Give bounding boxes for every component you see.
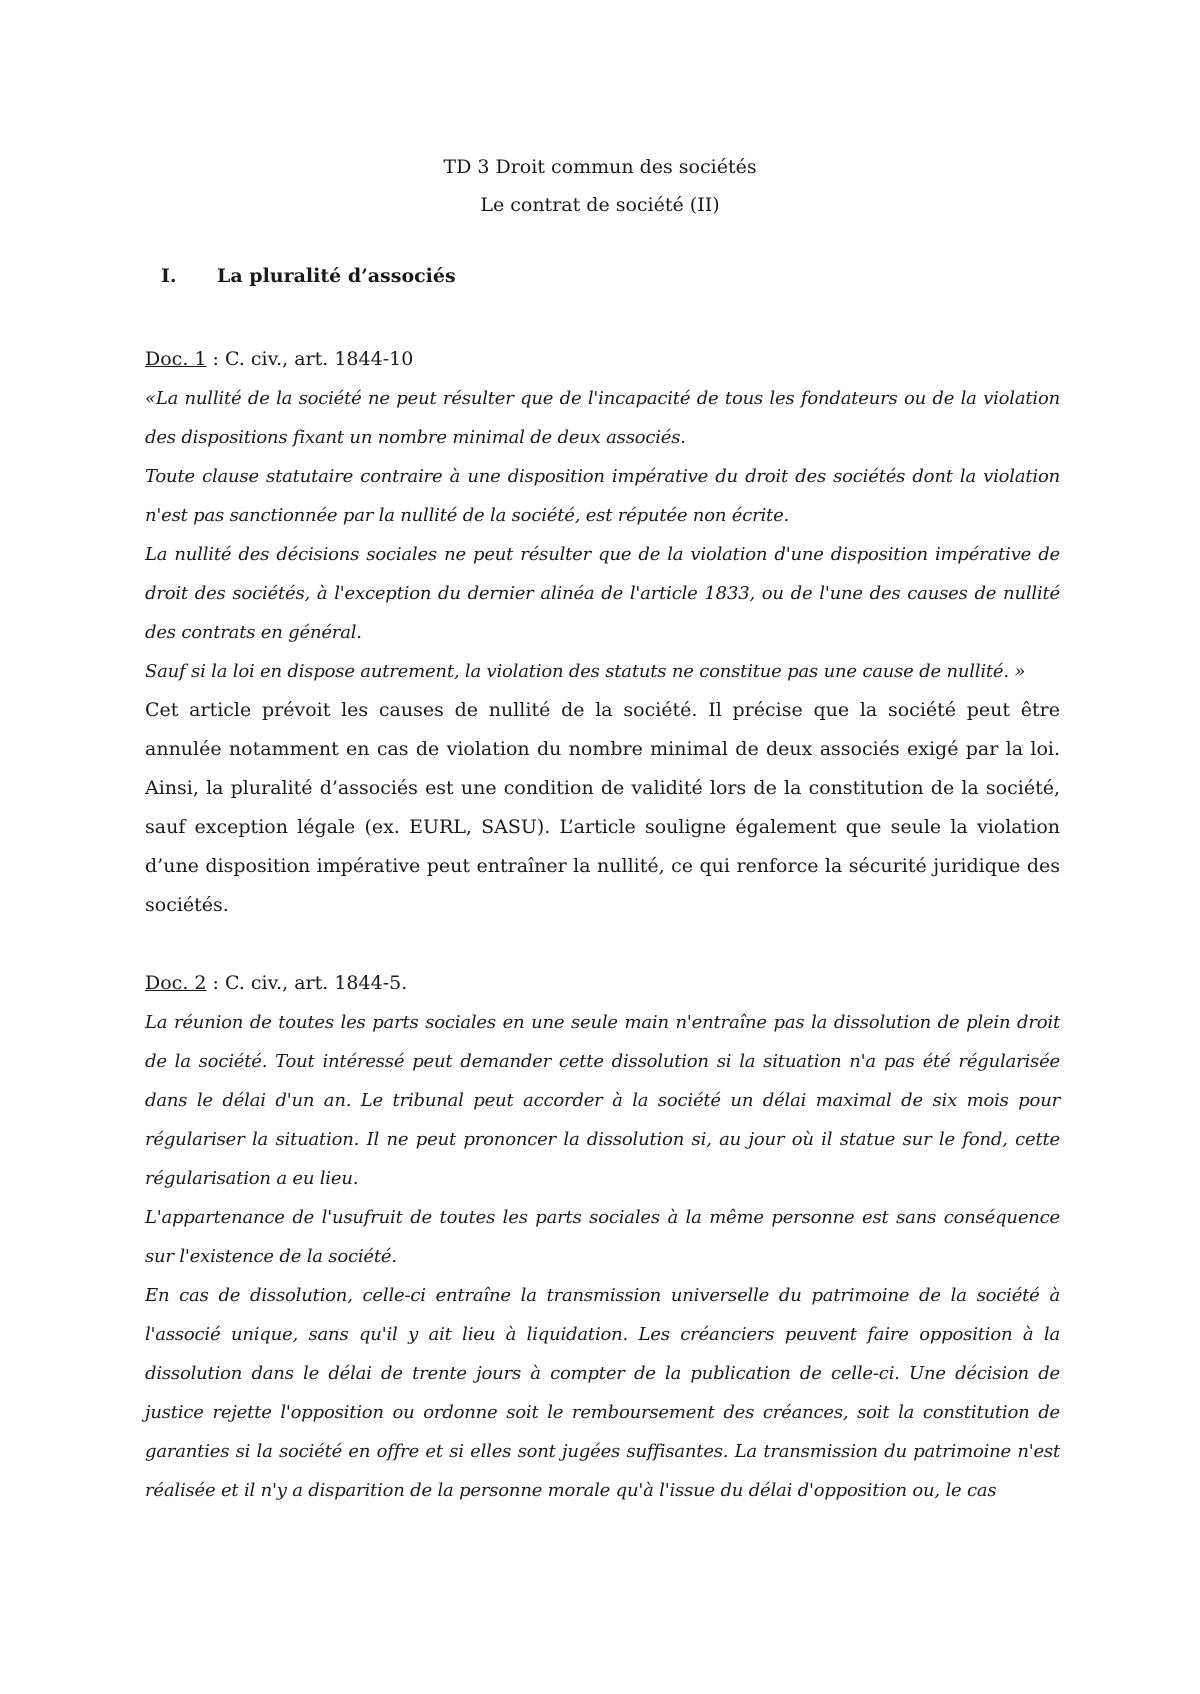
doc-1-reference: [145, 340, 1060, 379]
doc-2-quote-paragraph: En cas de dissolution, celle-ci entraîne la transmission universelle du patrimoine de la société à l'associé unique, sans qu'il y ait lieu à liquidation. Les créanciers peuvent faire opposition à la dissolution dans le délai de trente jours à compter de la publication de celle-ci. Une décision de justice rejette l'opposition ou ordonne soit le remboursement des créances, soit la constitution de garanties si la société en offre et si elles sont jugées suffisantes. La transmission du patrimoine n'est réalisée et il n'y a disparition de la personne morale qu'à l'issue du délai d'opposition ou, le cas: [145, 1285, 1060, 1501]
doc-1-citation: : C. civ., art. 1844-10: [206, 348, 414, 370]
document-title: [0, 148, 1200, 224]
doc-1-quote-paragraph: «La nullité de la société ne peut résulter que de l'incapacité de tous les fondateurs ou de la violation des dispositions fixant un nombre minimal de deux associés.: [145, 388, 1060, 448]
section-heading: [161, 262, 456, 290]
doc-1-quote-paragraph: Toute clause statutaire contraire à une disposition impérative du droit des sociétés dont la violation n'est pas sanctionnée par la nullité de la société, est réputée non écrite.: [145, 466, 1060, 526]
title-line-1: TD 3 Droit commun des sociétés: [443, 156, 757, 178]
section-title: La pluralité d’associés: [217, 265, 456, 287]
doc-1-label: Doc. 1: [145, 348, 207, 370]
doc-1-commentary: Cet article prévoit les causes de nullité de la société. Il précise que la société peut être annulée notamment en cas de violation du nombre minimal de deux associés exigé par la loi. Ainsi, la pluralité d’associés est une condition de validité lors de la constitution de la société, sauf exception légale (ex. EURL, SASU). L’article souligne également que seule la violation d’une disposition impérative peut entraîner la nullité, ce qui renforce la sécurité juridique des sociétés.: [145, 699, 1060, 916]
section-number: I.: [161, 265, 177, 287]
doc-2-quote-paragraph: La réunion de toutes les parts sociales en une seule main n'entraîne pas la dissolution de plein droit de la société. Tout intéressé peut demander cette dissolution si la situation n'a pas été régularisée dans le délai d'un an. Le tribunal peut accorder à la société un délai maximal de six mois pour régulariser la situation. Il ne peut prononcer la dissolution si, au jour où il statue sur le fond, cette régularisation a eu lieu.: [145, 1012, 1060, 1189]
title-line-2: Le contrat de société (II): [480, 194, 720, 216]
doc-2-citation: : C. civ., art. 1844-5.: [206, 972, 408, 994]
doc-1-quote-paragraph: Sauf si la loi en dispose autrement, la violation des statuts ne constitue pas une cause de nullité. »: [145, 661, 1026, 682]
doc-2-reference: [145, 964, 1060, 1003]
doc-2-quote-paragraph: L'appartenance de l'usufruit de toutes les parts sociales à la même personne est sans conséquence sur l'existence de la société.: [145, 1207, 1060, 1267]
doc-1-block: [145, 340, 1060, 925]
doc-2-label: Doc. 2: [145, 972, 207, 994]
doc-2-block: [145, 964, 1060, 1510]
doc-1-quote-paragraph: La nullité des décisions sociales ne peut résulter que de la violation d'une disposition impérative de droit des sociétés, à l'exception du dernier alinéa de l'article 1833, ou de l'une des causes de nullité des contrats en général.: [145, 544, 1060, 643]
